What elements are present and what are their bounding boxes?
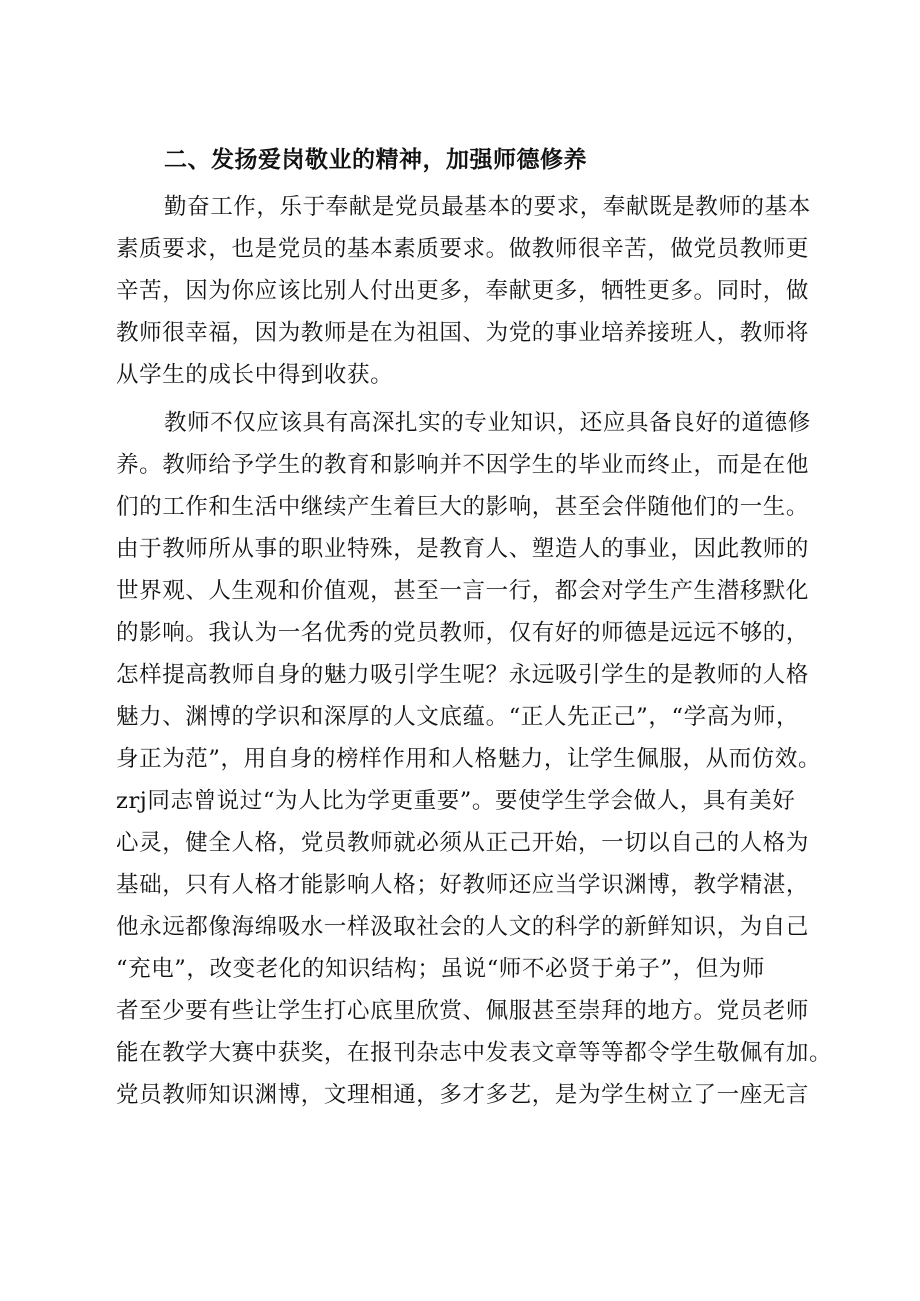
paragraph-line: 他永远都像海绵吸水一样汲取社会的人文的科学的新鲜知识，为自己 bbox=[116, 914, 810, 940]
paragraph-line: 党员教师知识渊博，文理相通，多才多艺，是为学生树立了一座无言 bbox=[116, 1082, 810, 1108]
paragraph-line: 从学生的成长中得到收获。 bbox=[116, 362, 394, 388]
paragraph-line: “充电”，改变老化的知识结构；虽说“师不必贤于弟子”，但为师 bbox=[116, 956, 766, 982]
paragraph-line: 养。教师给予学生的教育和影响并不因学生的毕业而终止，而是在他 bbox=[116, 452, 810, 478]
paragraph-line: 怎样提高教师自身的魅力吸引学生呢？永远吸引学生的是教师的人格 bbox=[116, 662, 810, 688]
paragraph-teacher-ethics bbox=[116, 402, 833, 1116]
document-body bbox=[116, 140, 833, 1116]
paragraph-line: 世界观、人生观和价值观，甚至一言一行，都会对学生产生潜移默化 bbox=[116, 578, 810, 604]
paragraph-line: 能在教学大赛中获奖，在报刊杂志中发表文章等等都令学生敬佩有加。 bbox=[116, 1040, 833, 1066]
paragraph-line: 身正为范”，用自身的榜样作用和人格魅力，让学生佩服，从而仿效。 bbox=[116, 746, 822, 772]
paragraph-line: 勤奋工作，乐于奉献是党员最基本的要求，奉献既是教师的基本 bbox=[164, 194, 811, 220]
section-heading: 二、发扬爱岗敬业的精神，加强师德修养 bbox=[164, 147, 587, 173]
paragraph-line: 魅力、渊博的学识和深厚的人文底蕴。“正人先正己”，“学高为师， bbox=[116, 704, 800, 730]
paragraph-line: 素质要求，也是党员的基本素质要求。做教师很辛苦，做党员教师更 bbox=[116, 236, 810, 262]
paragraph-line: 们的工作和生活中继续产生着巨大的影响，甚至会伴随他们的一生。 bbox=[116, 494, 810, 520]
paragraph-line: 基础，只有人格才能影响人格；好教师还应当学识渊博，教学精湛， bbox=[116, 872, 810, 898]
paragraph-line: 教师不仅应该具有高深扎实的专业知识，还应具备良好的道德修 bbox=[164, 410, 811, 436]
paragraph-dedication bbox=[116, 186, 816, 396]
paragraph-line: zrj同志曾说过“为人比为学更重要”。要使学生学会做人，具有美好 bbox=[116, 788, 796, 814]
paragraph-line: 者至少要有些让学生打心底里欣赏、佩服甚至崇拜的地方。党员老师 bbox=[116, 998, 810, 1024]
paragraph-line: 由于教师所从事的职业特殊，是教育人、塑造人的事业，因此教师的 bbox=[116, 536, 810, 562]
paragraph-line: 心灵，健全人格，党员教师就必须从正己开始，一切以自己的人格为 bbox=[116, 830, 810, 856]
paragraph-line: 教师很幸福，因为教师是在为祖国、为党的事业培养接班人，教师将 bbox=[116, 320, 810, 346]
paragraph-line: 的影响。我认为一名优秀的党员教师，仅有好的师德是远远不够的， bbox=[116, 620, 810, 646]
paragraph-line: 辛苦，因为你应该比别人付出更多，奉献更多，牺牲更多。同时，做 bbox=[116, 278, 810, 304]
